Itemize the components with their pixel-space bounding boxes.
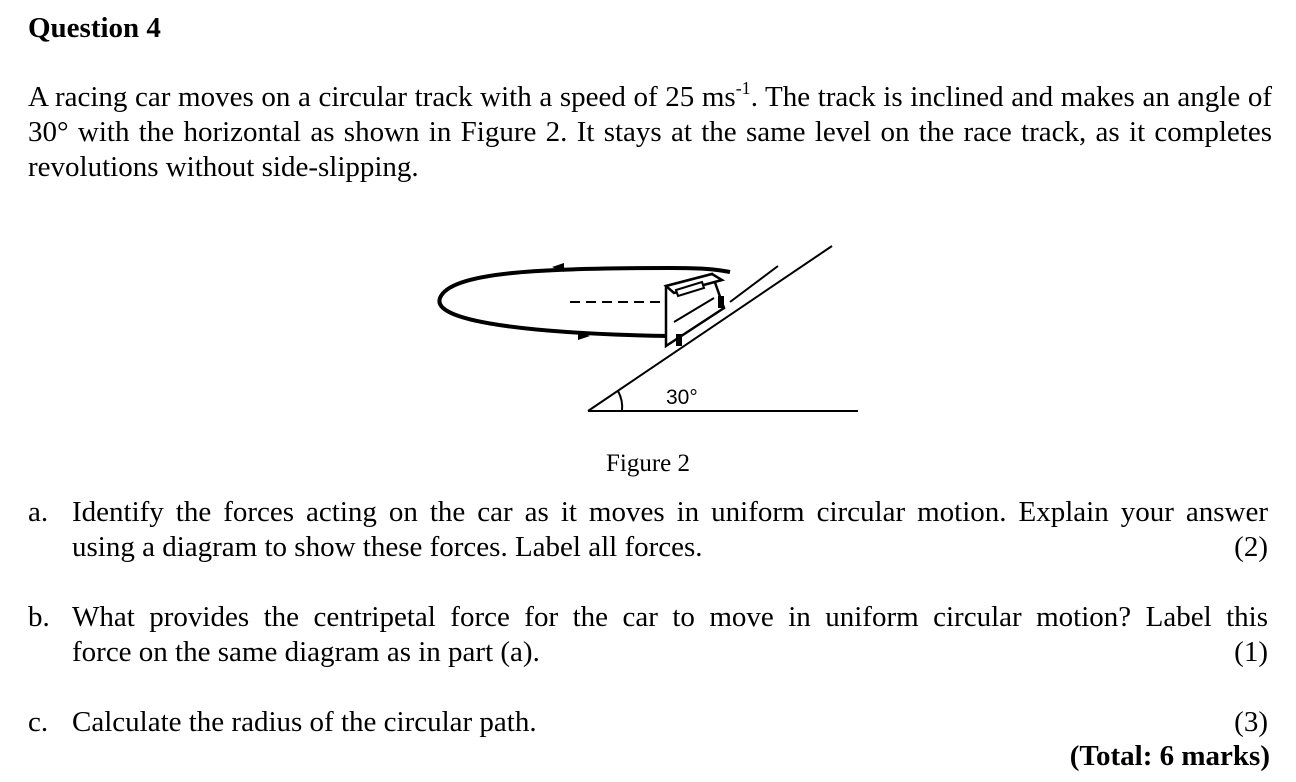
intro-text-start: A racing car moves on a circular track with a speed of 25 ms	[28, 81, 736, 113]
unit-exponent: -1	[735, 78, 751, 98]
part-a-letter: a.	[28, 496, 49, 528]
part-a-line2: using a diagram to show these forces. Label all forces.	[72, 531, 703, 563]
circular-path-right	[670, 268, 730, 272]
question-title: Question 4	[28, 12, 161, 44]
part-b-marks: (1)	[1234, 636, 1268, 668]
part-b-line1: What provides the centripetal force for the car to move in uniform circular motion? Label this	[72, 601, 1268, 633]
part-b-letter: b.	[28, 601, 50, 633]
part-a	[28, 495, 1268, 565]
part-c-line: Calculate the radius of the circular path.	[72, 706, 537, 738]
total-marks: (Total: 6 marks)	[1069, 740, 1270, 772]
part-c	[28, 705, 1268, 740]
banked-track-svg	[430, 236, 870, 426]
figure-caption: Figure 2	[605, 450, 691, 477]
angle-label: 30°	[666, 386, 698, 409]
figure-2-diagram	[430, 236, 870, 426]
inner-rail-line	[730, 266, 778, 302]
part-b	[28, 600, 1268, 670]
question-intro	[28, 80, 1272, 185]
part-b-line2: force on the same diagram as in part (a).	[72, 636, 540, 668]
part-c-marks: (3)	[1234, 706, 1268, 738]
intro-text-end: . The track is inclined and makes an angle of 30° with the horizontal as shown in Figure 2. It stays at the same level on the race track, as it completes revolutions without side-slipping.	[28, 81, 1272, 183]
racing-car	[666, 274, 724, 346]
part-a-marks: (2)	[1234, 531, 1268, 563]
angle-arc	[618, 391, 622, 411]
part-a-line1: Identify the forces acting on the car as it moves in uniform circular motion. Explain your answer	[72, 496, 1268, 528]
part-c-letter: c.	[28, 706, 49, 738]
